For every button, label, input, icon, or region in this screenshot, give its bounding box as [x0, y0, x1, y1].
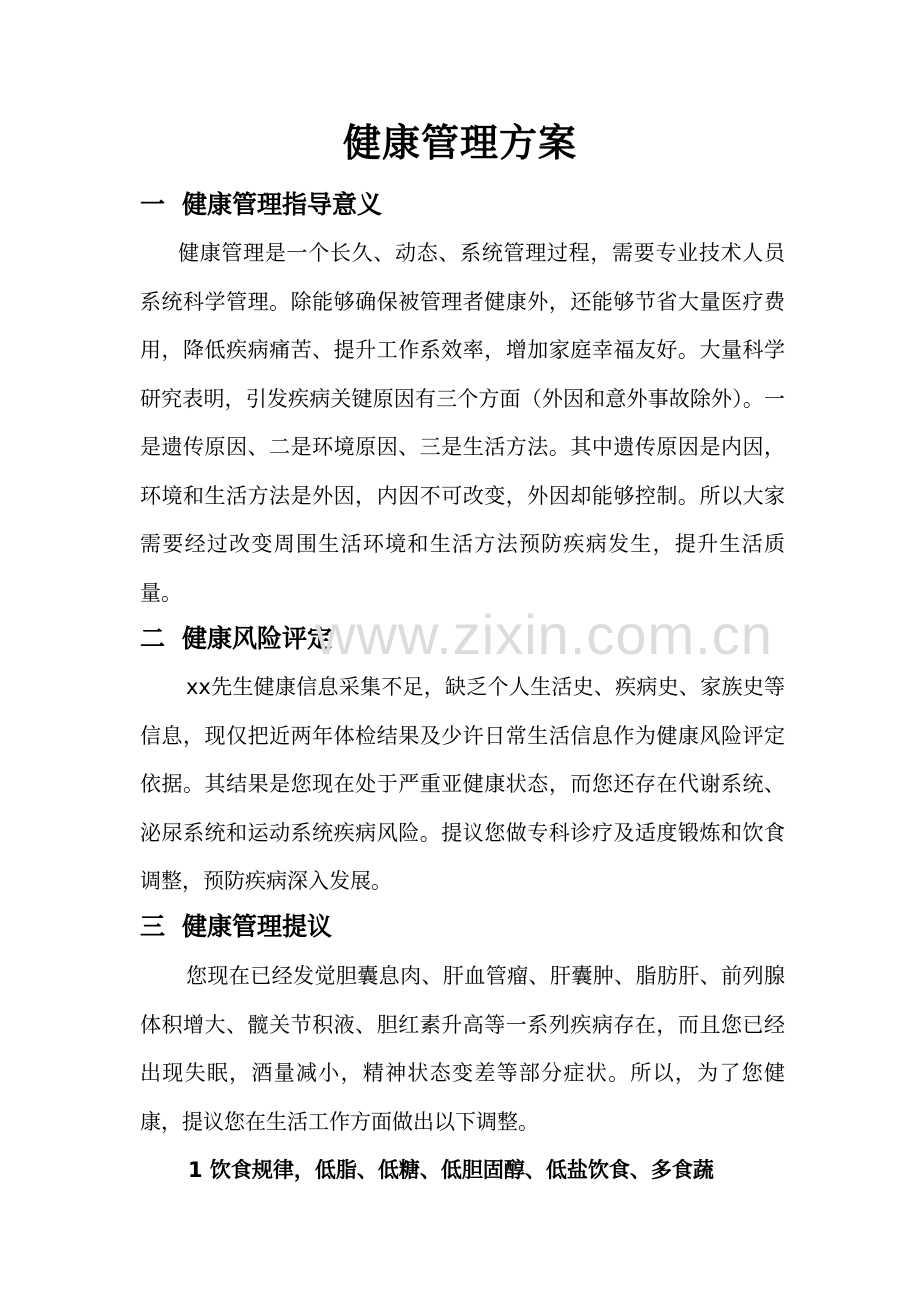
section-paragraph-2: xx先生健康信息采集不足，缺乏个人生活史、疾病史、家族史等信息，现仅把近两年体检结果及少许日常生活信息作为健康风险评定依据。其结果是您现在处于严重亚健康状态，而您还存在代谢系统、泌尿系统和运动系统疾病风险。提议您做专科诊疗及适度锻炼和饮食调整，预防疾病深入发展。: [140, 675, 785, 893]
section-paragraph-1: 健康管理是一个长久、动态、系统管理过程，需要专业技术人员系统科学管理。除能够确保被管理者健康外，还能够节省大量医疗费用，降低疾病痛苦、提升工作系效率，增加家庭幸福友好。大量科学研究表明，引发疾病关键原因有三个方面（外因和意外事故除外）。一是遗传原因、二是环境原因、三是生活方法。其中遗传原因是内因，环境和生活方法是外因，内因不可改变，外因却能够控制。所以大家需要经过改变周围生活环境和生活方法预防疾病发生，提升生活质量。: [140, 241, 785, 605]
section-heading-2: [140, 621, 332, 657]
section-heading-3: [140, 909, 332, 945]
document-title: 健康管理方案: [342, 121, 577, 165]
section-paragraph-3: 您现在已经发觉胆囊息肉、肝血管瘤、肝囊肿、脂肪肝、前列腺体积增大、髋关节积液、胆红素升高等一系列疾病存在，而且您已经出现失眠，酒量减小，精神状态变差等部分症状。所以，为了您健康，提议您在生活工作方面做出以下调整。: [140, 964, 785, 1134]
watermark: www.zixin.com.cn: [315, 603, 773, 666]
section-title-3: 健康管理提议: [182, 912, 333, 941]
section-number-2: 二: [140, 624, 166, 653]
section-number-1: 一: [140, 190, 166, 219]
section-number-3: 三: [140, 912, 166, 941]
section-title-2: 健康风险评定: [182, 624, 333, 653]
recommendation-item-1: 1 饮食规律，低脂、低糖、低胆固醇、低盐饮食、多食蔬: [188, 1158, 714, 1182]
section-title-1: 健康管理指导意义: [182, 190, 383, 219]
section-heading-1: [140, 187, 382, 223]
